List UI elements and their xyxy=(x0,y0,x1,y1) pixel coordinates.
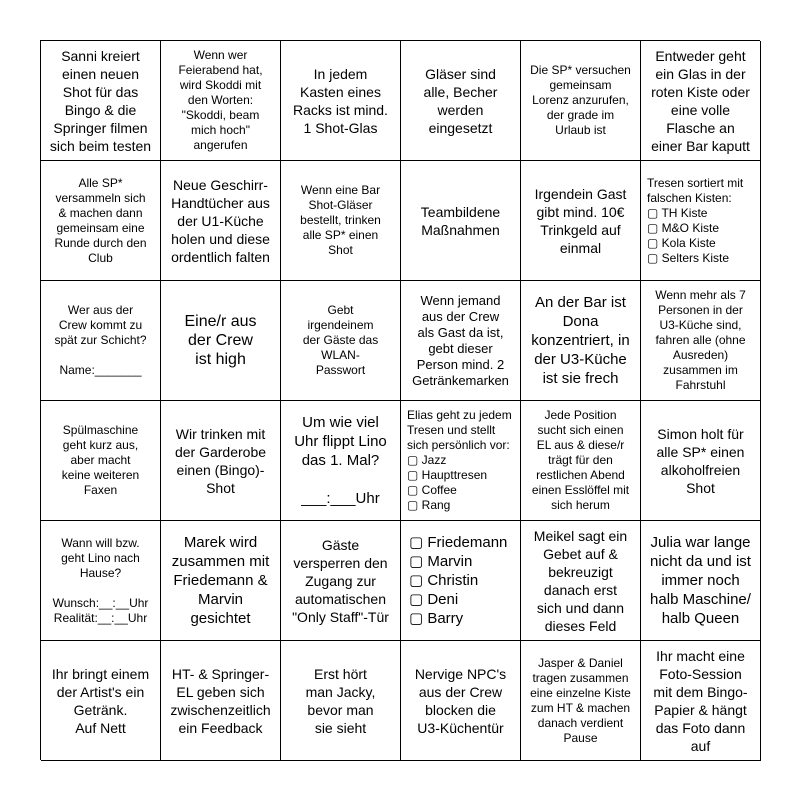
bingo-cell[interactable]: Tresen sortiert mit falschen Kisten: ▢ TH Kiste ▢ M&O Kiste ▢ Kola Kiste ▢ Selters Kiste xyxy=(641,161,761,281)
bingo-cell[interactable]: Entweder geht ein Glas in der roten Kiste oder eine volle Flasche an einer Bar kaputt xyxy=(641,41,761,161)
bingo-cell[interactable]: Simon holt für alle SP* einen alkoholfreien Shot xyxy=(641,401,761,521)
bingo-cell[interactable]: Ihr bringt einem der Artist's ein Getränk. Auf Nett xyxy=(41,641,161,761)
bingo-cell[interactable]: Sanni kreiert einen neuen Shot für das Bingo & die Springer filmen sich beim testen xyxy=(41,41,161,161)
bingo-cell[interactable]: Ihr macht eine Foto-Session mit dem Bingo- Papier & hängt das Foto dann auf xyxy=(641,641,761,761)
bingo-cell[interactable]: In jedem Kasten eines Racks ist mind. 1 Shot-Glas xyxy=(281,41,401,161)
bingo-cell[interactable]: HT- & Springer- EL geben sich zwischenzeitlich ein Feedback xyxy=(161,641,281,761)
bingo-cell[interactable]: Julia war lange nicht da und ist immer noch halb Maschine/ halb Queen xyxy=(641,521,761,641)
bingo-cell[interactable]: Gläser sind alle, Becher werden eingesetzt xyxy=(401,41,521,161)
bingo-cell[interactable]: Wir trinken mit der Garderobe einen (Bingo)- Shot xyxy=(161,401,281,521)
bingo-cell[interactable]: Gäste versperren den Zugang zur automatischen "Only Staff"-Tür xyxy=(281,521,401,641)
bingo-cell[interactable]: Nervige NPC's aus der Crew blocken die U3-Küchentür xyxy=(401,641,521,761)
bingo-cell[interactable]: Gebt irgendeinem der Gäste das WLAN- Passwort xyxy=(281,281,401,401)
bingo-cell[interactable]: Wer aus der Crew kommt zu spät zur Schicht? Name:_______ xyxy=(41,281,161,401)
bingo-cell[interactable]: Jede Position sucht sich einen EL aus & diese/r trägt für den restlichen Abend einen Esslöffel mit sich herum xyxy=(521,401,641,521)
bingo-cell[interactable]: Elias geht zu jedem Tresen und stellt sich persönlich vor: ▢ Jazz ▢ Haupttresen ▢ Coffee ▢ Rang xyxy=(401,401,521,521)
bingo-cell[interactable]: Marek wird zusammen mit Friedemann & Marvin gesichtet xyxy=(161,521,281,641)
bingo-cell[interactable]: Teambildene Maßnahmen xyxy=(401,161,521,281)
bingo-cell[interactable]: Wann will bzw. geht Lino nach Hause? Wunsch:__:__Uhr Realität:__:__Uhr xyxy=(41,521,161,641)
bingo-cell[interactable]: ▢ Friedemann ▢ Marvin ▢ Christin ▢ Deni ▢ Barry xyxy=(401,521,521,641)
bingo-cell[interactable]: Wenn wer Feierabend hat, wird Skoddi mit den Worten: "Skoddi, beam mich hoch" angerufen xyxy=(161,41,281,161)
bingo-cell[interactable]: Wenn eine Bar Shot-Gläser bestellt, trinken alle SP* einen Shot xyxy=(281,161,401,281)
bingo-cell[interactable]: Meikel sagt ein Gebet auf & bekreuzigt danach erst sich und dann dieses Feld xyxy=(521,521,641,641)
bingo-cell[interactable]: Alle SP* versammeln sich & machen dann gemeinsam eine Runde durch den Club xyxy=(41,161,161,281)
bingo-cell[interactable]: Die SP* versuchen gemeinsam Lorenz anzurufen, der grade im Urlaub ist xyxy=(521,41,641,161)
bingo-cell[interactable]: Eine/r aus der Crew ist high xyxy=(161,281,281,401)
bingo-cell[interactable]: Irgendein Gast gibt mind. 10€ Trinkgeld auf einmal xyxy=(521,161,641,281)
bingo-cell[interactable]: An der Bar ist Dona konzentriert, in der U3-Küche ist sie frech xyxy=(521,281,641,401)
bingo-cell[interactable]: Spülmaschine geht kurz aus, aber macht keine weiteren Faxen xyxy=(41,401,161,521)
bingo-board xyxy=(40,40,760,760)
bingo-cell[interactable]: Wenn mehr als 7 Personen in der U3-Küche sind, fahren alle (ohne Ausreden) zusammen im Fahrstuhl xyxy=(641,281,761,401)
bingo-cell[interactable]: Wenn jemand aus der Crew als Gast da ist, gebt dieser Person mind. 2 Getränkemarken xyxy=(401,281,521,401)
bingo-cell[interactable]: Neue Geschirr- Handtücher aus der U1-Küche holen und diese ordentlich falten xyxy=(161,161,281,281)
bingo-cell[interactable]: Erst hört man Jacky, bevor man sie sieht xyxy=(281,641,401,761)
bingo-cell[interactable]: Um wie viel Uhr flippt Lino das 1. Mal? ___:___Uhr xyxy=(281,401,401,521)
bingo-cell[interactable]: Jasper & Daniel tragen zusammen eine einzelne Kiste zum HT & machen danach verdient Pause xyxy=(521,641,641,761)
